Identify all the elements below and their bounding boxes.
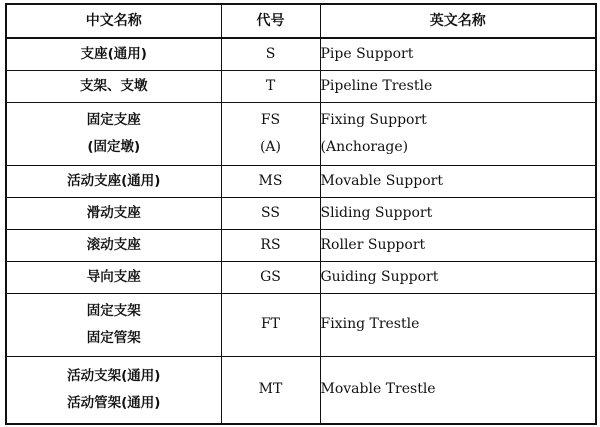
english-name-cell [320,70,596,102]
chinese-name-cell [6,197,221,229]
code: MS [258,172,283,189]
english-name: Fixing Trestle [320,316,420,332]
english-name: Roller Support [320,236,426,253]
chinese-name: 固定支座 [86,111,141,128]
code-cell [221,229,320,261]
table-row [6,38,596,70]
code: MT [258,381,283,398]
chinese-name: 固定支架 [86,302,141,319]
code-cell [221,70,320,102]
chinese-name: 支座(通用) [80,45,147,62]
english-name-cell [320,197,596,229]
chinese-name: 活动支座(通用) [67,172,161,189]
code: GS [260,268,281,285]
code-cell [221,38,320,70]
header-english-name: 英文名称 [320,4,596,38]
english-name-cell [320,356,596,424]
code: FS [260,111,281,128]
english-name: Sliding Support [320,204,433,221]
code-cell [221,197,320,229]
english-name: Pipeline Trestle [320,77,433,94]
english-name-cell [320,229,596,261]
english-name: Fixing Support [320,111,427,128]
chinese-name-alt: (固定墩) [87,138,141,155]
english-name: Pipe Support [320,45,414,62]
chinese-name: 滑动支座 [86,204,141,221]
english-name: Guiding Support [320,268,439,285]
english-name-cell [320,38,596,70]
english-name-cell [320,293,596,356]
code-cell [221,165,320,197]
chinese-name-cell [6,229,221,261]
table-row [6,70,596,102]
table-row [6,356,596,424]
table-row [6,261,596,293]
table-header-row [6,4,596,38]
code: T [265,77,276,94]
english-name: Movable Support [320,172,443,189]
code-alt: (A) [259,138,282,155]
table-row [6,165,596,197]
table-row [6,229,596,261]
english-name-cell [320,165,596,197]
chinese-name-alt: 固定管架 [86,329,141,346]
code-cell [221,356,320,424]
table-row [6,102,596,165]
table-row [6,197,596,229]
chinese-name-cell [6,70,221,102]
chinese-name-cell [6,356,221,424]
chinese-name: 滚动支座 [86,236,141,253]
code: SS [261,204,280,221]
chinese-name-cell [6,102,221,165]
chinese-name: 导向支座 [86,268,141,285]
code: FT [260,316,281,332]
code: RS [260,236,281,253]
english-name: Movable Trestle [320,381,436,398]
chinese-name-cell [6,38,221,70]
chinese-name-cell [6,261,221,293]
chinese-name-cell [6,293,221,356]
code-cell [221,102,320,165]
chinese-name-alt: 活动管架(通用) [67,394,161,411]
code-cell [221,293,320,356]
header-code: 代号 [221,4,320,38]
english-name-alt: (Anchorage) [320,138,409,155]
chinese-name: 支架、支墩 [80,77,148,94]
chinese-name: 活动支架(通用) [67,367,161,384]
code-cell [221,261,320,293]
english-name-cell [320,102,596,165]
english-name-cell [320,261,596,293]
support-code-table [5,3,597,425]
code: S [265,45,276,62]
header-chinese-name: 中文名称 [6,4,221,38]
table-row [6,293,596,356]
chinese-name-cell [6,165,221,197]
